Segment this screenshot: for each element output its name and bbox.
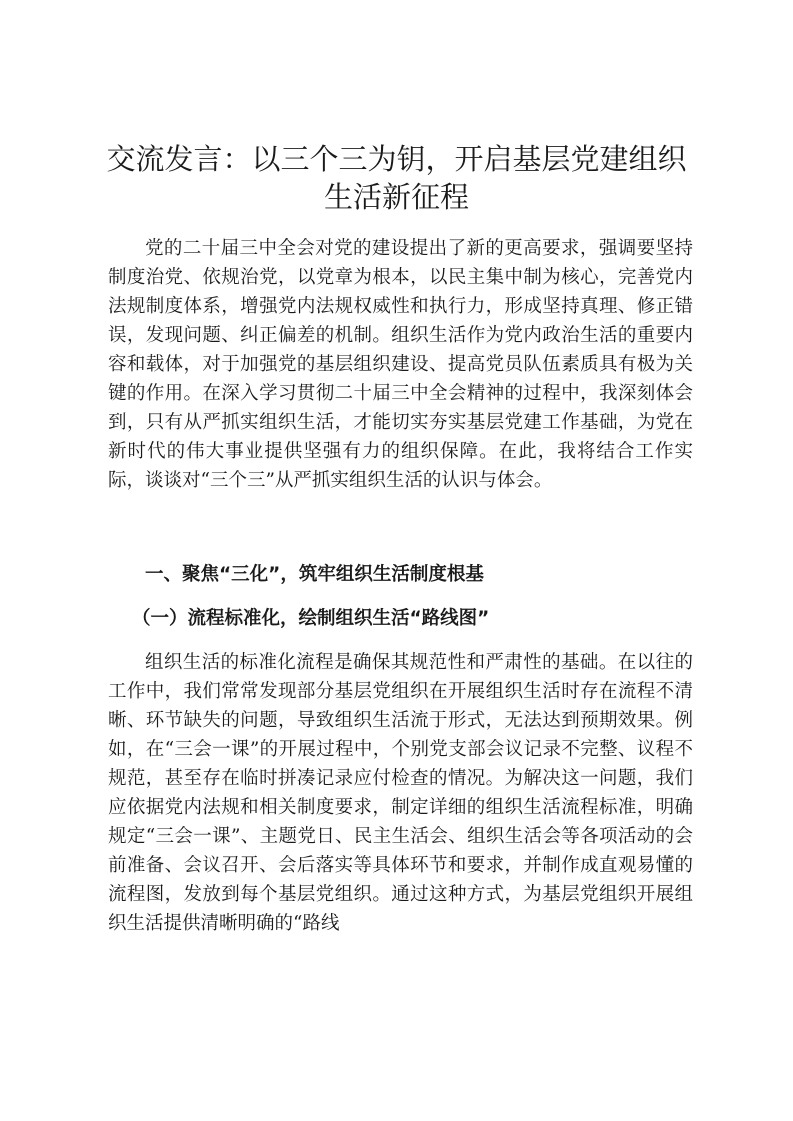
subsection-heading-1: （一）流程标准化，绘制组织生活“路线图” [132, 608, 490, 629]
section-heading-1: 一、聚焦“三化”，筑牢组织生活制度根基 [145, 564, 484, 585]
body-paragraph-2: 组织生活的标准化流程是确保其规范性和严肃性的基础。在以往的工作中，我们常常发现部分基层党组织在开展组织生活时存在流程不清晰、环节缺失的问题，导致组织生活流于形式，无法达到预期效果。例如，在“三会一课”的开展过程中，个别党支部会议记录不完整、议程不规范，甚至存在临时拼凑记录应付检查的情况。为解决这一问题，我们应依据党内法规和相关制度要求，制定详细的组织生活流程标准，明确规定“三会一课”、主题党日、民主生活会、组织生活会等各项活动的会前准备、会议召开、会后落实等具体环节和要求，并制作成直观易懂的流程图，发放到每个基层党组织。通过这种方式，为基层党组织开展组织生活提供清晰明确的“路线 [108, 652, 693, 934]
intro-paragraph: 党的二十届三中全会对党的建设提出了新的更高要求，强调要坚持制度治党、依规治党，以党章为根本，以民主集中制为核心，完善党内法规制度体系，增强党内法规权威性和执行力，形成坚持真理、修正错误，发现问题、纠正偏差的机制。组织生活作为党内政治生活的重要内容和载体，对于加强党的基层组织建设、提高党员队伍素质具有极为关键的作用。在深入学习贯彻二十届三中全会精神的过程中，我深刻体会到，只有从严抓实组织生活，才能切实夯实基层党建工作基础，为党在新时代的伟大事业提供坚强有力的组织保障。在此，我将结合工作实际，谈谈对“三个三”从严抓实组织生活的认识与体会。 [108, 238, 693, 491]
title-line-2: 生活新征程 [323, 180, 469, 214]
title-line-1: 交流发言：以三个三为钥，开启基层党建组织 [106, 142, 687, 176]
document-title [100, 140, 693, 216]
